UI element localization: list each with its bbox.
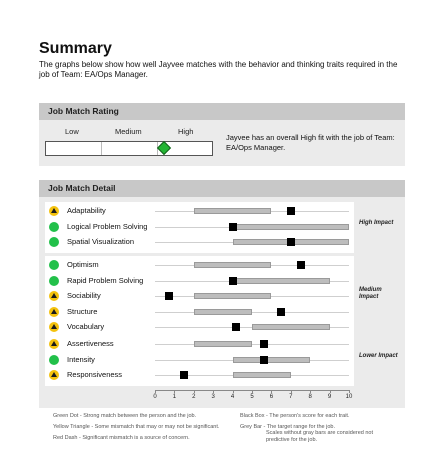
axis-tick xyxy=(291,390,292,393)
score-marker xyxy=(232,323,240,331)
yellow-triangle-icon xyxy=(49,291,59,301)
rating-label-low: Low xyxy=(65,127,79,136)
trait-name: Rapid Problem Solving xyxy=(67,275,144,285)
axis-tick xyxy=(252,390,253,393)
score-marker xyxy=(229,223,237,231)
rating-summary: Jayvee has an overall High fit with the job of Team: EA/Ops Manager. xyxy=(226,133,395,152)
target-range-bar xyxy=(252,324,330,330)
target-range-bar xyxy=(233,224,349,230)
green-dot-icon xyxy=(49,237,59,247)
score-marker xyxy=(260,340,268,348)
legend-red-dash: Red Dash - Significant mismatch is a source of concern. xyxy=(53,435,190,441)
axis-tick xyxy=(213,390,214,393)
axis-tick-label: 0 xyxy=(153,394,157,400)
trait-track xyxy=(155,344,349,345)
job-match-detail-panel xyxy=(39,180,405,408)
target-range-bar xyxy=(194,208,272,214)
trait-group xyxy=(45,202,354,253)
trait-group xyxy=(45,256,354,338)
rating-divider xyxy=(101,142,102,155)
target-range-bar xyxy=(194,341,252,347)
yellow-triangle-icon xyxy=(49,370,59,380)
green-dot-icon xyxy=(49,260,59,270)
page-title: Summary xyxy=(39,40,112,57)
triangle-glyph-icon xyxy=(51,372,57,377)
score-marker xyxy=(287,238,295,246)
score-marker xyxy=(277,308,285,316)
green-dot-icon xyxy=(49,222,59,232)
job-match-rating-heading: Job Match Rating xyxy=(39,103,405,120)
score-marker xyxy=(180,371,188,379)
trait-name: Adaptability xyxy=(67,206,106,215)
target-range-bar xyxy=(194,262,272,268)
trait-row xyxy=(45,320,354,335)
target-range-bar xyxy=(194,293,272,299)
axis-tick xyxy=(155,390,156,393)
trait-name: Logical Problem Solving xyxy=(67,221,148,231)
triangle-glyph-icon xyxy=(51,208,57,213)
rating-label-medium: Medium xyxy=(115,127,142,136)
axis-tick-label: 3 xyxy=(211,394,215,400)
axis-tick-label: 10 xyxy=(345,394,353,400)
triangle-glyph-icon xyxy=(51,293,57,298)
yellow-triangle-icon xyxy=(49,206,59,216)
trait-row xyxy=(45,235,354,250)
target-range-bar xyxy=(233,278,330,284)
trait-track xyxy=(155,312,349,313)
score-marker xyxy=(287,207,295,215)
impact-label: Lower Impact xyxy=(359,353,398,359)
green-diamond-icon xyxy=(157,141,171,155)
trait-name: Intensity xyxy=(67,354,95,364)
trait-row xyxy=(45,305,354,320)
trait-name: Structure xyxy=(67,306,98,316)
rating-label-high: High xyxy=(178,127,194,136)
green-dot-icon xyxy=(49,276,59,286)
axis-tick xyxy=(174,390,175,393)
trait-name: Vocabulary xyxy=(67,322,105,331)
score-marker xyxy=(229,277,237,285)
score-axis xyxy=(153,390,353,404)
axis-tick xyxy=(330,390,331,393)
trait-row xyxy=(45,289,354,304)
rating-scale-box xyxy=(45,141,213,156)
score-marker xyxy=(165,292,173,300)
trait-name: Assertiveness xyxy=(67,339,114,348)
job-match-detail-heading: Job Match Detail xyxy=(39,180,405,197)
job-match-rating-panel xyxy=(39,103,405,166)
trait-group xyxy=(45,335,354,386)
trait-row xyxy=(45,274,354,289)
axis-tick xyxy=(233,390,234,393)
target-range-bar xyxy=(233,357,311,363)
intro-text-line-1: The graphs below show how well Jayvee matches with the behavior and thinking traits required in the xyxy=(39,60,398,69)
triangle-glyph-icon xyxy=(51,341,57,346)
legend-grey-bar: Grey Bar - The target range for the job. xyxy=(240,424,335,430)
trait-name: Spatial Visualization xyxy=(67,237,134,246)
impact-label: Medium Impact xyxy=(359,287,382,300)
trait-row xyxy=(45,204,354,219)
axis-tick-label: 4 xyxy=(230,394,235,400)
axis-tick-label: 2 xyxy=(192,394,196,400)
legend-black-box: Black Box - The person's score for each trait. xyxy=(240,413,350,419)
trait-name: Sociability xyxy=(67,291,101,300)
axis-tick xyxy=(349,390,350,393)
axis-tick-label: 6 xyxy=(269,394,274,400)
intro-text-line-2: job of Team: EA/Ops Manager. xyxy=(39,70,148,79)
yellow-triangle-icon xyxy=(49,339,59,349)
trait-row xyxy=(45,220,354,235)
legend-green-dot: Green Dot - Strong match between the person and the job. xyxy=(53,413,197,419)
axis-tick xyxy=(194,390,195,393)
score-marker xyxy=(260,356,268,364)
trait-row xyxy=(45,353,354,368)
trait-row xyxy=(45,337,354,352)
axis-tick-label: 5 xyxy=(250,394,254,400)
score-marker xyxy=(297,261,305,269)
trait-name: Optimism xyxy=(67,260,99,269)
impact-label: High Impact xyxy=(359,220,394,226)
legend-yellow-triangle: Yellow Triangle - Some mismatch that may or may not be significant. xyxy=(53,424,220,430)
target-range-bar xyxy=(194,309,252,315)
yellow-triangle-icon xyxy=(49,322,59,332)
axis-tick-label: 8 xyxy=(308,394,312,400)
trait-row xyxy=(45,368,354,383)
triangle-glyph-icon xyxy=(51,309,57,314)
axis-tick-label: 7 xyxy=(289,394,293,400)
axis-tick xyxy=(310,390,311,393)
green-dot-icon xyxy=(49,355,59,365)
axis-tick-label: 9 xyxy=(327,394,332,400)
yellow-triangle-icon xyxy=(49,307,59,317)
trait-name: Responsiveness xyxy=(67,370,123,379)
axis-tick xyxy=(271,390,272,393)
target-range-bar xyxy=(233,372,291,378)
axis-tick-label: 1 xyxy=(172,394,177,400)
triangle-glyph-icon xyxy=(51,324,57,329)
legend-note: Scales without gray bars are considered not predictive for the job. xyxy=(266,430,374,443)
trait-row xyxy=(45,258,354,273)
